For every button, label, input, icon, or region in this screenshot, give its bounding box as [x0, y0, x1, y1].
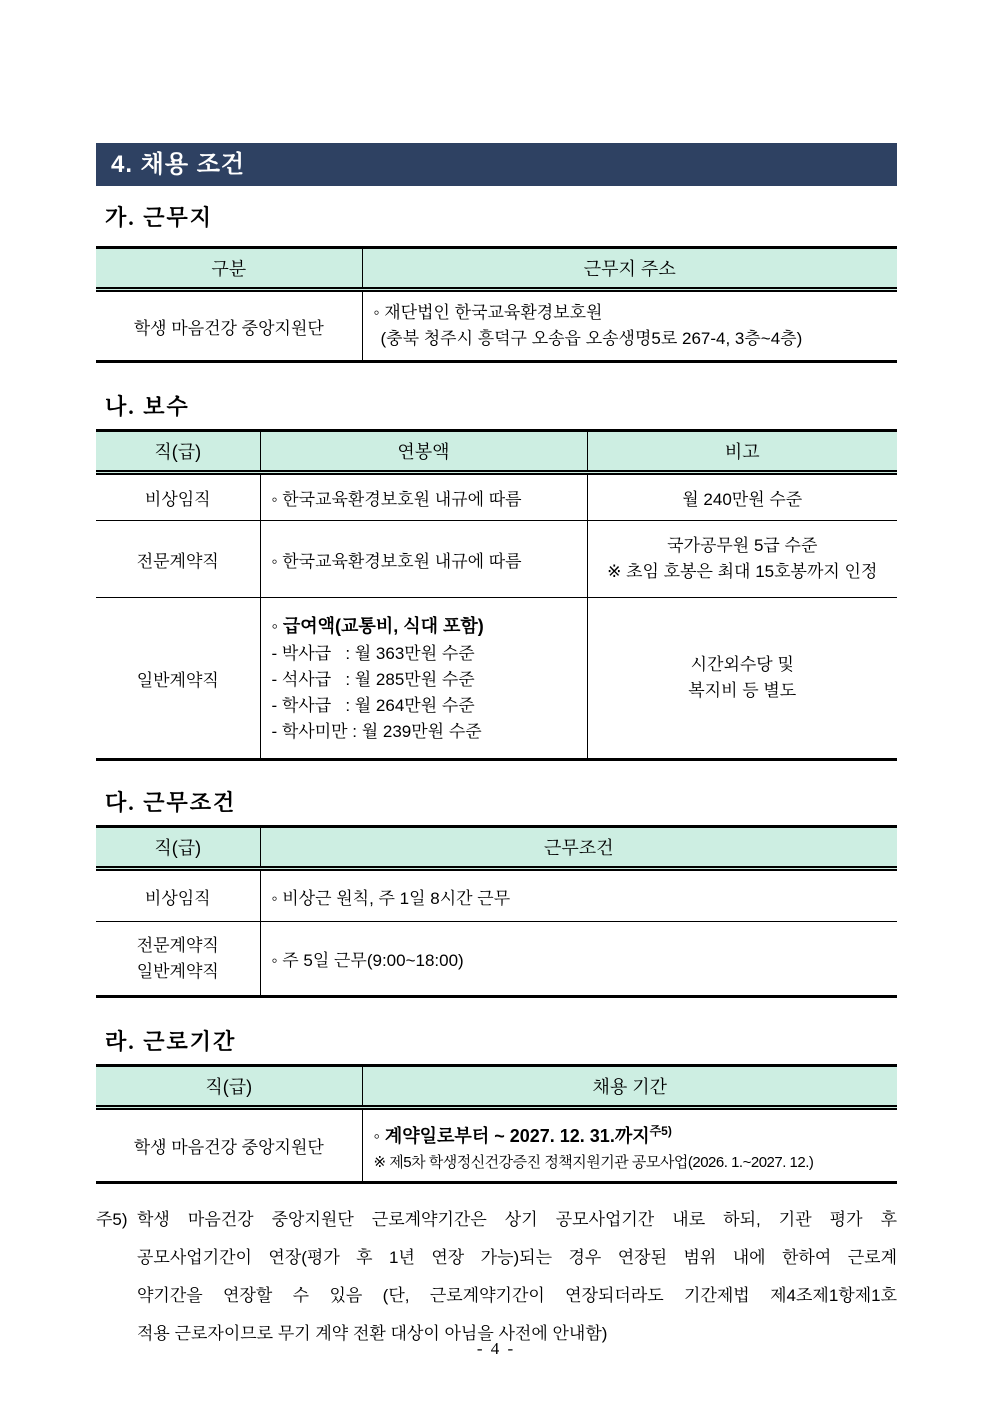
table-header-row	[96, 1066, 897, 1108]
pay-salary-title: ◦ 급여액(교통비, 식대 포함)	[271, 616, 484, 636]
worksite-category-cell: 학생 마음건강 중앙지원단	[133, 318, 324, 338]
footnote-block	[96, 1201, 897, 1353]
period-main-line	[374, 1116, 890, 1151]
column-header-salary: 연봉액	[260, 431, 587, 473]
worksite-table	[96, 246, 897, 363]
conditions-detail-cell: ◦ 비상근 원칙, 주 1일 8시간 근무	[260, 869, 897, 922]
pay-note-cell	[587, 598, 897, 760]
page-number: - 4 -	[476, 1339, 516, 1358]
table-row	[96, 922, 897, 997]
pay-salary-line: - 석사급 : 월 285만원 수준	[271, 670, 475, 689]
table-row	[96, 1108, 897, 1183]
pay-grade-cell: 비상임직	[144, 490, 211, 509]
pay-note-line: 국가공무원 5급 수준	[667, 536, 818, 555]
column-header-address: 근무지 주소	[362, 248, 897, 290]
column-header-period: 채용 기간	[362, 1066, 897, 1108]
worksite-address-line: (충북 청주시 흥덕구 오송읍 오송생명5로 267-4, 3층~4층)	[380, 329, 803, 348]
column-header-condition: 근무조건	[260, 827, 897, 869]
footnote-marker: 주5)	[96, 1210, 128, 1229]
footnote-line: 학생 마음건강 중앙지원단 근로계약기간은 상기 공모사업기간 내로 하되, 기관 평가 후	[137, 1210, 897, 1229]
pay-salary-line: - 박사급 : 월 363만원 수준	[271, 644, 475, 663]
worksite-address-cell	[362, 290, 897, 362]
column-header-grade: 직(급)	[96, 431, 260, 473]
conditions-grade-cell: 비상임직	[144, 888, 211, 908]
footnote-line: 공모사업기간이 연장(평가 후 1년 연장 가능)되는 경우 연장된 범위 내에 한하여 근로계	[137, 1248, 897, 1267]
heading-pay: 나. 보수	[105, 394, 190, 419]
period-table	[96, 1064, 897, 1184]
pay-salary-line: - 학사급 : 월 264만원 수준	[271, 696, 475, 715]
conditions-grade-line: 전문계약직	[136, 935, 219, 955]
footnote-line: 적용 근로자이므로 무기 계약 전환 대상이 아님을 사전에 안내함)	[137, 1324, 608, 1343]
pay-salary-cell	[260, 598, 587, 760]
period-text: ◦ 계약일로부터 ~ 2027. 12. 31.까지	[373, 1126, 650, 1146]
table-header-row	[96, 248, 897, 290]
conditions-grade-line: 일반계약직	[136, 961, 219, 981]
footnote-reference: 주5)	[649, 1124, 672, 1138]
worksite-org-line: ◦ 재단법인 한국교육환경보호원	[373, 303, 603, 322]
table-row	[96, 290, 897, 362]
heading-worksite: 가. 근무지	[105, 205, 214, 230]
pay-note-line: ※ 초임 호봉은 최대 15호봉까지 인정	[607, 562, 878, 581]
conditions-grade-cell	[96, 922, 260, 997]
footnote-line: 약기간을 연장할 수 있음 (단, 근로계약기간이 연장되더라도 기간제법 제4조제1항제1호	[137, 1286, 897, 1305]
table-row	[96, 869, 897, 922]
period-note-line: ※ 제5차 학생정신건강증진 정책지원기관 공모사업(2026. 1.~2027. 12.)	[373, 1154, 814, 1171]
table-row	[96, 598, 897, 760]
pay-note-line: 시간외수당 및	[690, 655, 794, 674]
pay-salary-cell: ◦ 한국교육환경보호원 내규에 따름	[260, 473, 587, 521]
pay-salary-line: - 학사미만 : 월 239만원 수준	[271, 722, 482, 741]
column-header-grade: 직(급)	[96, 827, 260, 869]
pay-salary-cell: ◦ 한국교육환경보호원 내규에 따름	[260, 521, 587, 598]
table-row	[96, 473, 897, 521]
column-header-grade: 직(급)	[96, 1066, 362, 1108]
pay-grade-cell: 일반계약직	[96, 598, 260, 760]
heading-period: 라. 근로기간	[105, 1029, 237, 1054]
column-header-category: 구분	[96, 248, 362, 290]
pay-note-cell: 월 240만원 수준	[587, 473, 897, 521]
pay-table	[96, 429, 897, 761]
section-title: 4. 채용 조건	[111, 151, 246, 178]
section-title-bar	[96, 143, 897, 186]
pay-note-cell	[587, 521, 897, 598]
pay-grade-cell: 전문계약직	[96, 521, 260, 598]
heading-conditions: 다. 근무조건	[105, 790, 237, 815]
pay-note-line: 복지비 등 별도	[688, 681, 797, 700]
period-category-cell: 학생 마음건강 중앙지원단	[133, 1138, 324, 1157]
conditions-detail-cell: ◦ 주 5일 근무(9:00~18:00)	[260, 922, 897, 997]
period-detail-cell	[362, 1108, 897, 1183]
conditions-table	[96, 825, 897, 998]
table-header-row	[96, 431, 897, 473]
table-row	[96, 521, 897, 598]
column-header-note: 비고	[587, 431, 897, 473]
table-header-row	[96, 827, 897, 869]
